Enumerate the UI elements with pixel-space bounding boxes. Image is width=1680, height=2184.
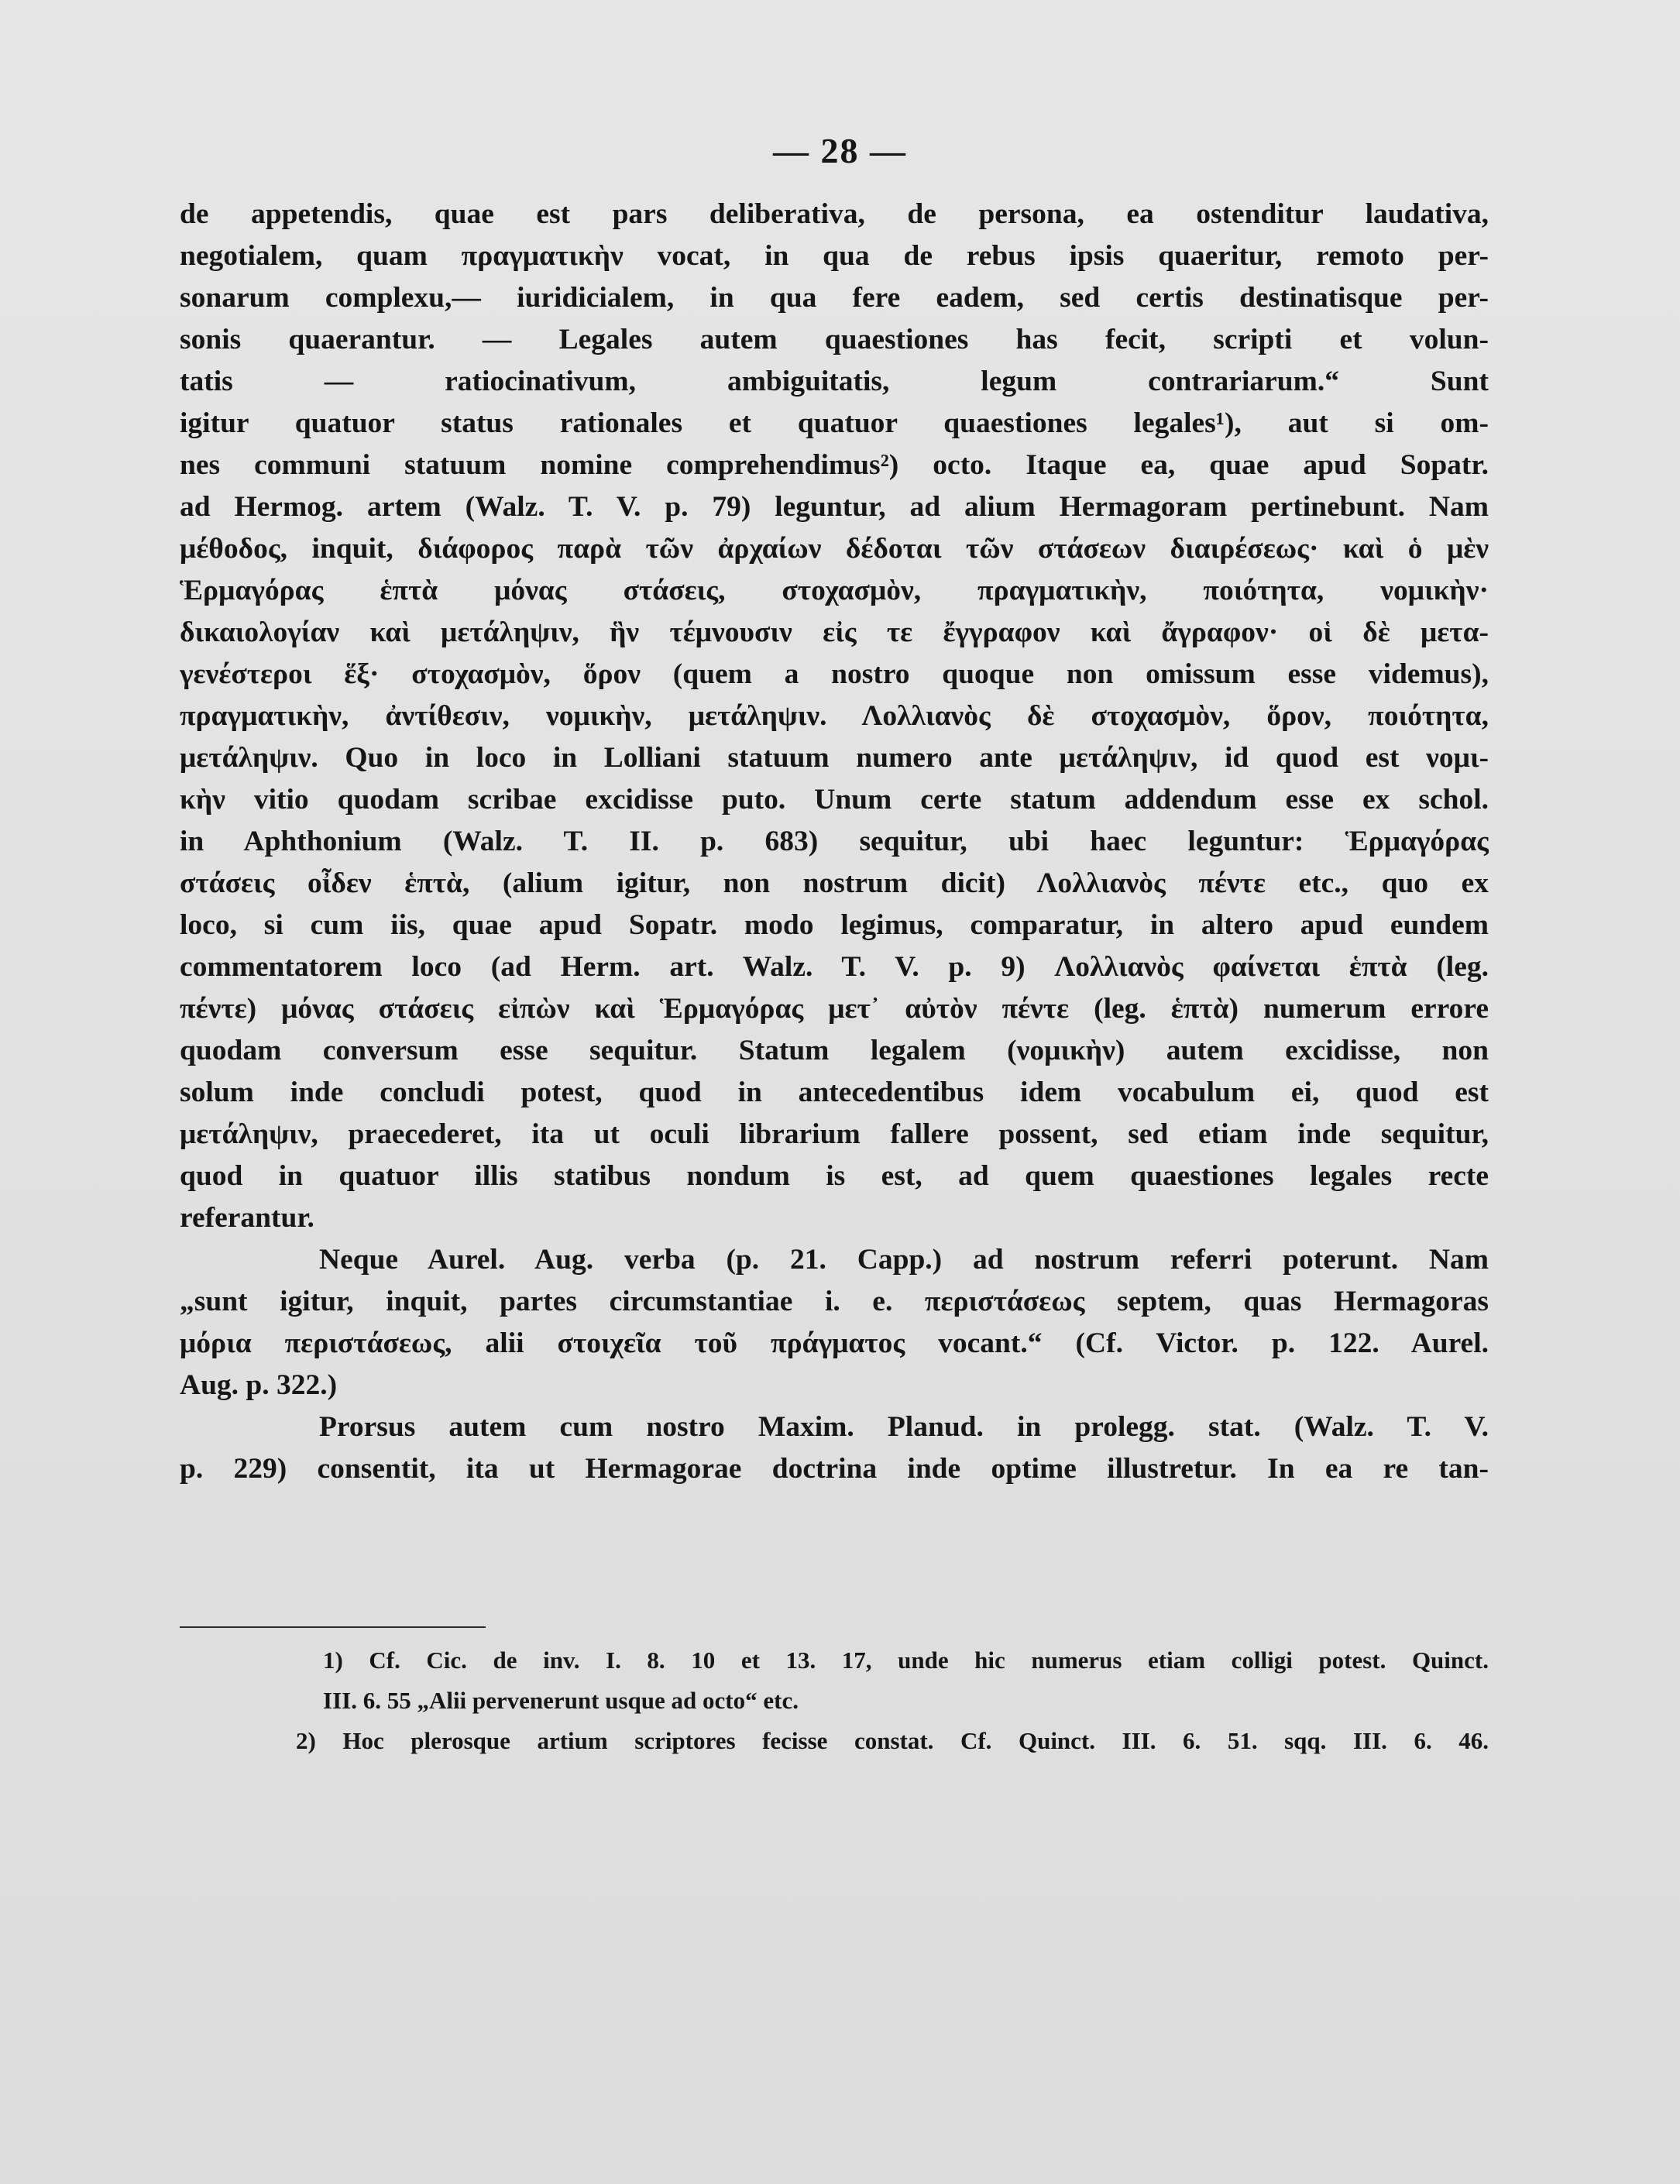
text-line: referantur. xyxy=(180,1202,314,1234)
text-line: Aug. p. 322.) xyxy=(180,1369,338,1401)
text-line: κὴν vitio quodam scribae excidisse puto. Unum certe statum addendum esse ex schol. xyxy=(180,784,1489,816)
text-line: nes communi statuum nomine comprehendimus²) octo. Itaque ea, quae apud Sopatr. xyxy=(180,449,1489,481)
text-line: Prorsus autem cum nostro Maxim. Planud. in prolegg. stat. (Walz. T. V. xyxy=(319,1411,1489,1443)
text-line: στάσεις οἶδεν ἑπτὰ, (alium igitur, non nostrum dicit) Λολλιανὸς πέντε etc., quo ex xyxy=(180,867,1489,899)
text-line: commentatorem loco (ad Herm. art. Walz. T. V. p. 9) Λολλιανὸς φαίνεται ἑπτὰ (leg. xyxy=(180,951,1489,983)
text-line: πραγματικὴν, ἀντίθεσιν, νομικὴν, μετάληψιν. Λολλιανὸς δὲ στοχασμὸν, ὅρον, ποιότητα, xyxy=(180,700,1489,732)
footnote-line: 1) Cf. Cic. de inv. I. 8. 10 et 13. 17, unde hic numerus etiam colligi potest. Quinct. xyxy=(323,1647,1489,1674)
text-line: Neque Aurel. Aug. verba (p. 21. Capp.) ad nostrum referri poterunt. Nam xyxy=(319,1244,1489,1276)
text-line: negotialem, quam πραγματικὴν vocat, in qua de rebus ipsis quaeritur, remoto per- xyxy=(180,240,1489,272)
page-number: — 28 — xyxy=(773,131,907,170)
text-line: sonis quaerantur. — Legales autem quaestiones has fecit, scripti et volun- xyxy=(180,324,1489,355)
text-line: loco, si cum iis, quae apud Sopatr. modo legimus, comparatur, in altero apud eundem xyxy=(180,909,1489,941)
text-line: „sunt igitur, inquit, partes circumstantiae i. e. περιστάσεως septem, quas Hermagoras xyxy=(180,1286,1489,1317)
footnote-line: 2) Hoc plerosque artium scriptores fecisse constat. Cf. Quinct. III. 6. 51. sqq. III. 6. 46. xyxy=(296,1727,1489,1754)
text-line: γενέστεροι ἕξ· στοχασμὸν, ὅρον (quem a nostro quoque non omissum esse videmus), xyxy=(180,658,1489,690)
text-line: quod in quatuor illis statibus nondum is est, ad quem quaestiones legales recte xyxy=(180,1160,1489,1192)
footnote-rule xyxy=(180,1626,486,1628)
text-line: μετάληψιν, praecederet, ita ut oculi librarium fallere possent, sed etiam inde sequitur, xyxy=(180,1118,1489,1150)
text-line: tatis — ratiocinativum, ambiguitatis, legum contrariarum.“ Sunt xyxy=(180,366,1489,397)
text-line: de appetendis, quae est pars deliberativa, de persona, ea ostenditur laudativa, xyxy=(180,198,1489,230)
text-line: in Aphthonium (Walz. T. II. p. 683) sequitur, ubi haec leguntur: Ἑρμαγόρας xyxy=(180,826,1489,857)
text-line: Ἑρμαγόρας ἑπτὰ μόνας στάσεις, στοχασμὸν, πραγματικὴν, ποιότητα, νομικὴν· xyxy=(180,575,1489,606)
text-line: igitur quatuor status rationales et quatuor quaestiones legales¹), aut si om- xyxy=(180,407,1489,439)
text-line: solum inde concludi potest, quod in antecedentibus idem vocabulum ei, quod est xyxy=(180,1077,1489,1108)
text-line: quodam conversum esse sequitur. Statum legalem (νομικὴν) autem excidisse, non xyxy=(180,1035,1489,1066)
main-text xyxy=(180,194,1489,1490)
text-line: μετάληψιν. Quo in loco in Lolliani statuum numero ante μετάληψιν, id quod est νομι- xyxy=(180,742,1489,774)
text-line: ad Hermog. artem (Walz. T. V. p. 79) leguntur, ad alium Hermagoram pertinebunt. Nam xyxy=(180,491,1489,523)
text-line: δικαιολογίαν καὶ μετάληψιν, ἣν τέμνουσιν εἰς τε ἔγγραφον καὶ ἄγραφον· οἱ δὲ μετα- xyxy=(180,616,1489,648)
text-line: μόρια περιστάσεως, alii στοιχεῖα τοῦ πράγματος vocant.“ (Cf. Victor. p. 122. Aurel. xyxy=(180,1327,1489,1359)
footnotes xyxy=(180,1640,1489,1761)
text-line: sonarum complexu,— iuridicialem, in qua fere eadem, sed certis destinatisque per- xyxy=(180,282,1489,314)
text-line: πέντε) μόνας στάσεις εἰπὼν καὶ Ἑρμαγόρας μετ᾽ αὐτὸν πέντε (leg. ἑπτὰ) numerum errore xyxy=(180,993,1489,1025)
text-line: p. 229) consentit, ita ut Hermagorae doctrina inde optime illustretur. In ea re tan- xyxy=(180,1453,1489,1485)
footnote-line: III. 6. 55 „Alii pervenerunt usque ad octo“ etc. xyxy=(323,1687,799,1714)
text-line: μέθοδος, inquit, διάφορος παρὰ τῶν ἀρχαίων δέδοται τῶν στάσεων διαιρέσεως· καὶ ὁ μὲν xyxy=(180,533,1489,565)
